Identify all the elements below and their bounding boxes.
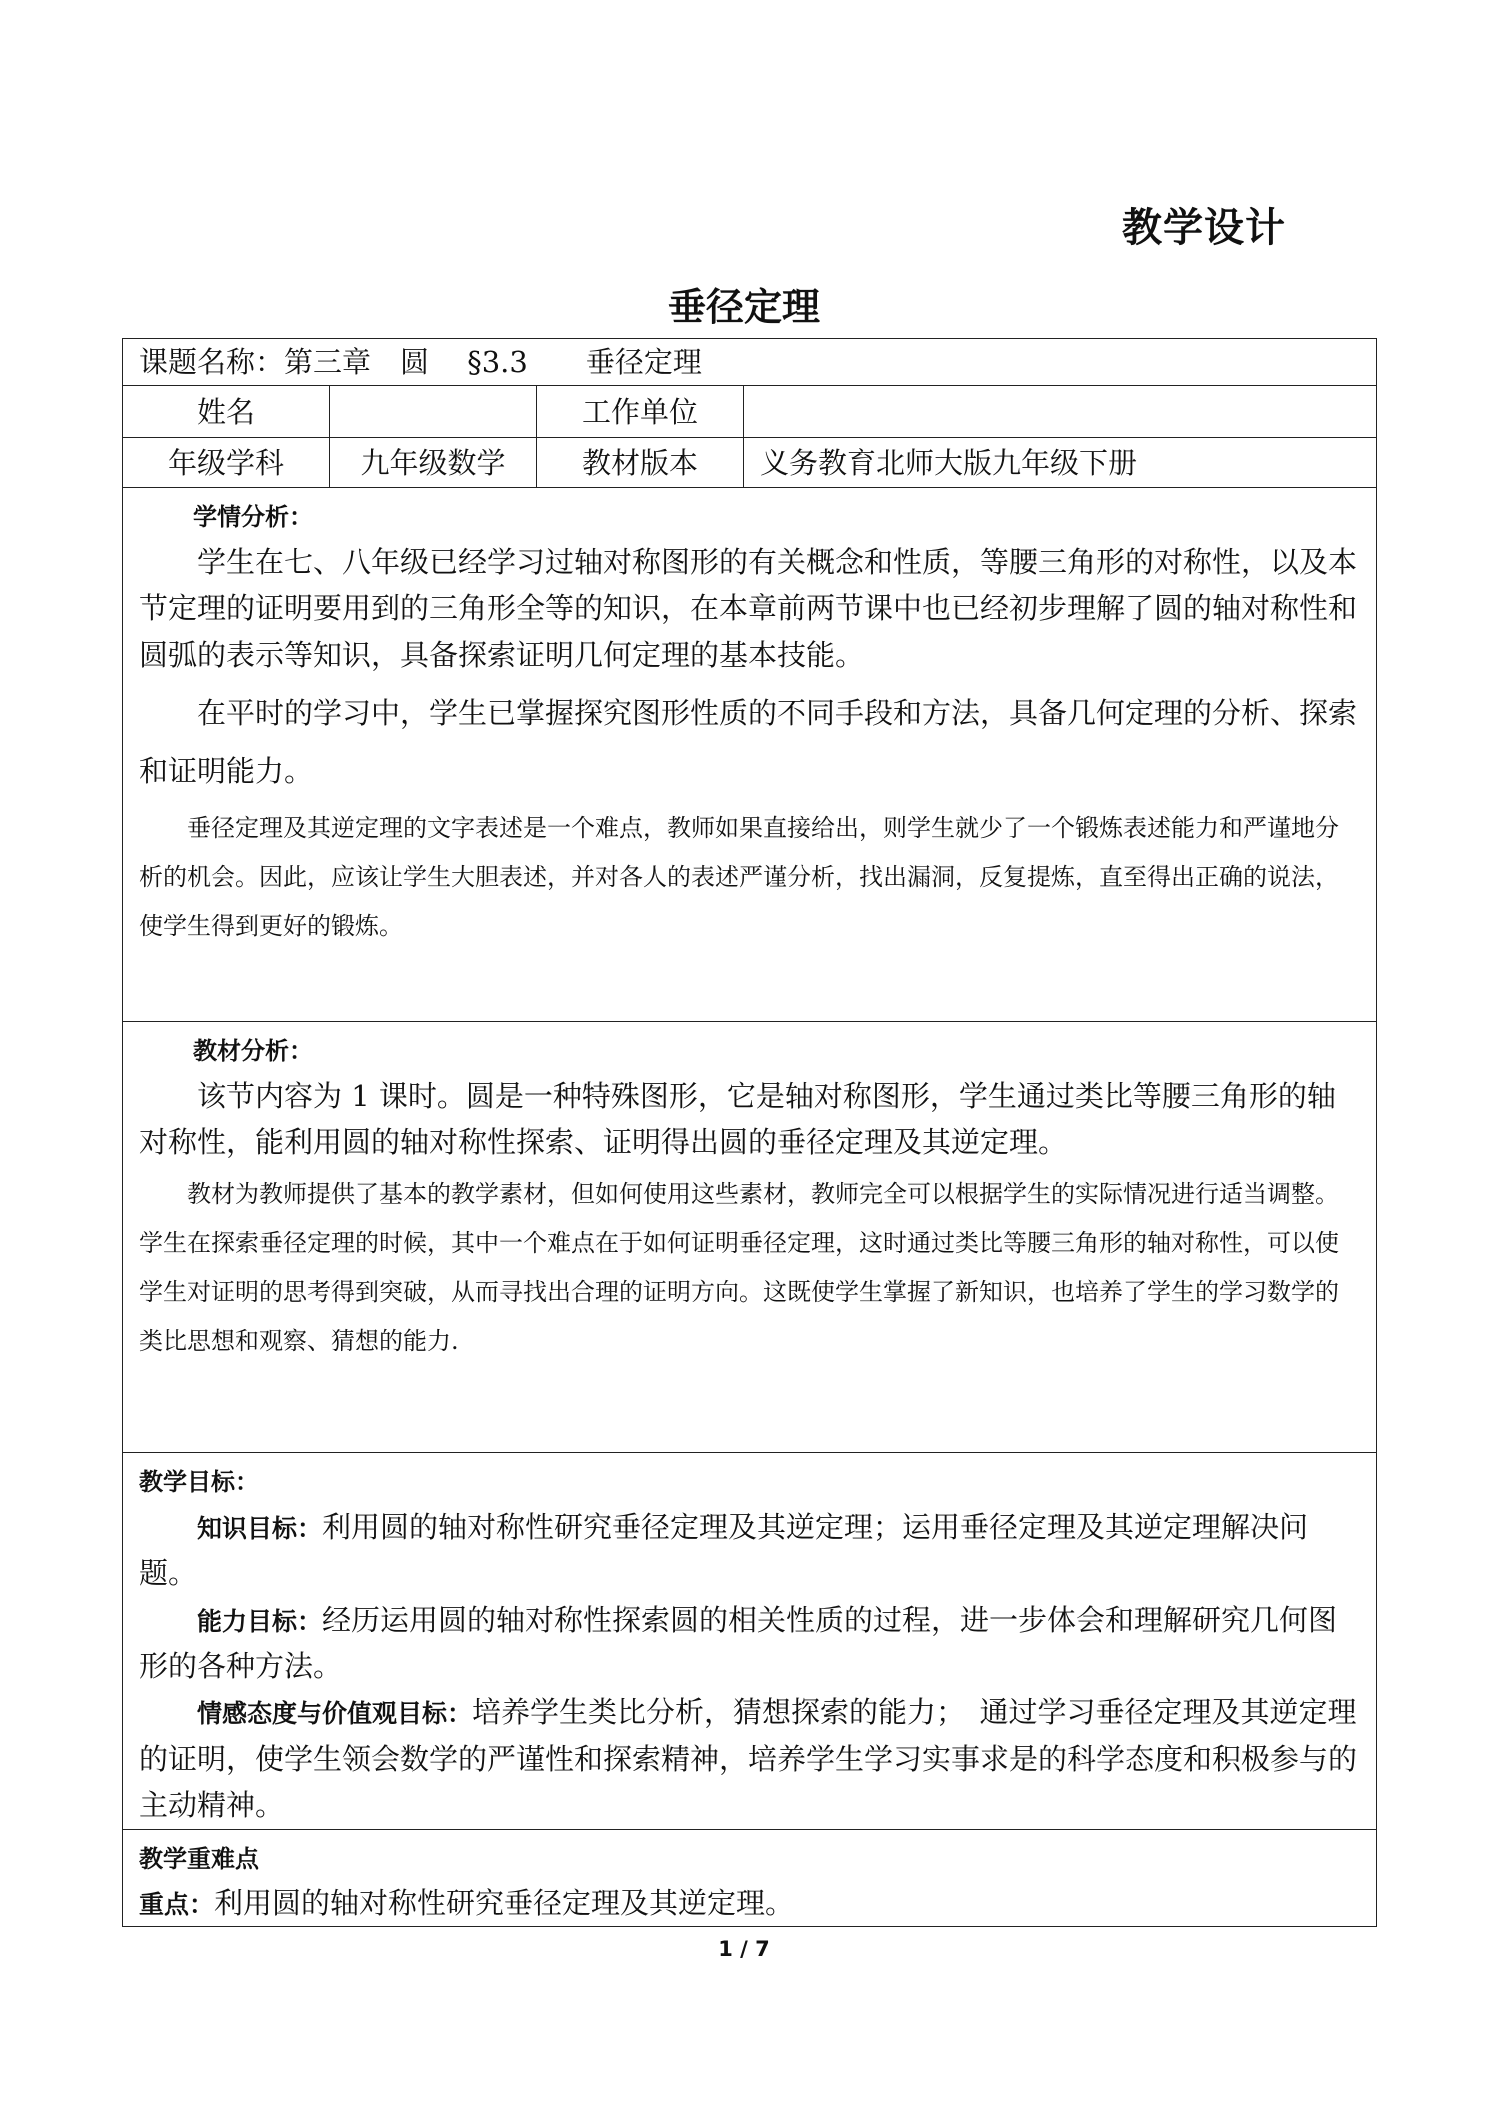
emotion-objective [139, 1689, 1360, 1828]
ability-objective-label: 能力目标： [197, 1606, 323, 1636]
name-row [123, 386, 1377, 438]
page-number: 1 / 7 [718, 1937, 770, 1961]
name-label: 姓名 [123, 386, 330, 438]
objectives-title: 教学目标： [139, 1468, 259, 1497]
objectives-cell [123, 1453, 1377, 1829]
key-point-text: 利用圆的轴对称性研究垂径定理及其逆定理。 [214, 1885, 795, 1920]
material-analysis-paragraph-1: 该节内容为 1 课时。圆是一种特殊图形，它是轴对称图形，学生通过类比等腰三角形的轴对称性，能利用圆的轴对称性探索、证明得出圆的垂径定理及其逆定理。 [139, 1078, 1336, 1160]
key-points-cell [123, 1829, 1377, 1927]
key-points-title: 教学重难点 [139, 1844, 259, 1873]
student-analysis-title: 学情分析： [193, 503, 313, 532]
key-point-label: 重点： [139, 1889, 215, 1919]
document-type-heading: 教学设计 [1122, 205, 1286, 251]
grade-value: 九年级数学 [330, 438, 537, 488]
knowledge-objective-label: 知识目标： [197, 1513, 323, 1543]
student-analysis-paragraph-2: 在平时的学习中，学生已掌握探究图形性质的不同手段和方法，具备几何定理的分析、探索和证明能力。 [139, 695, 1358, 788]
key-point [139, 1880, 1360, 1926]
material-analysis-row [123, 1022, 1377, 1453]
student-analysis-cell [123, 488, 1377, 1022]
grade-row [123, 438, 1377, 488]
student-analysis-paragraph-3: 垂径定理及其逆定理的文字表述是一个难点，教师如果直接给出，则学生就少了一个锻炼表述能力和严谨地分析的机会。因此，应该让学生大胆表述，并对各人的表述严谨分析，找出漏洞，反复提炼，直至得出正确的说法，使学生得到更好的锻炼。 [139, 813, 1339, 941]
grade-label: 年级学科 [123, 438, 330, 488]
emotion-objective-label: 情感态度与价值观目标： [197, 1699, 473, 1729]
name-value [330, 386, 537, 438]
work-unit-value [744, 386, 1377, 438]
ability-objective-text: 经历运用圆的轴对称性探索圆的相关性质的过程，进一步体会和理解研究几何图形的各种方法。 [139, 1602, 1338, 1683]
page-title: 垂径定理 [667, 285, 820, 329]
objectives-row [123, 1453, 1377, 1829]
edition-label: 教材版本 [537, 438, 744, 488]
work-unit-label: 工作单位 [537, 386, 744, 438]
knowledge-objective [139, 1504, 1360, 1597]
student-analysis-paragraph-1: 学生在七、八年级已经学习过轴对称图形的有关概念和性质，等腰三角形的对称性，以及本节定理的证明要用到的三角形全等的知识，在本章前两节课中也已经初步理解了圆的轴对称性和圆弧的表示等知识，具备探索证明几何定理的基本技能。 [139, 544, 1358, 672]
ability-objective [139, 1597, 1360, 1690]
knowledge-objective-text: 利用圆的轴对称性研究垂径定理及其逆定理；运用垂径定理及其逆定理解决问题。 [139, 1509, 1309, 1591]
material-analysis-cell [123, 1022, 1377, 1453]
edition-value: 义务教育北师大版九年级下册 [744, 438, 1377, 488]
topic-cell: 课题名称：第三章 圆 §3.3 垂径定理 [123, 339, 1377, 386]
topic-row [123, 339, 1377, 386]
emotion-objective-text: 培养学生类比分析，猜想探索的能力； 通过学习垂径定理及其逆定理的证明，使学生领会数学的严谨性和探索精神，培养学生学习实事求是的科学态度和积极参与的主动精神。 [139, 1695, 1358, 1823]
student-analysis-row [123, 488, 1377, 1022]
material-analysis-title: 教材分析： [193, 1037, 313, 1066]
lesson-plan-table [122, 338, 1377, 1927]
key-points-row [123, 1829, 1377, 1927]
material-analysis-paragraph-2: 教材为教师提供了基本的教学素材，但如何使用这些素材，教师完全可以根据学生的实际情况进行适当调整。学生在探索垂径定理的时候，其中一个难点在于如何证明垂径定理，这时通过类比等腰三角形的轴对称性，可以使学生对证明的思考得到突破，从而寻找出合理的证明方向。这既使学生掌握了新知识，也培养了学生的学习数学的类比思想和观察、猜想的能力. [139, 1179, 1339, 1356]
